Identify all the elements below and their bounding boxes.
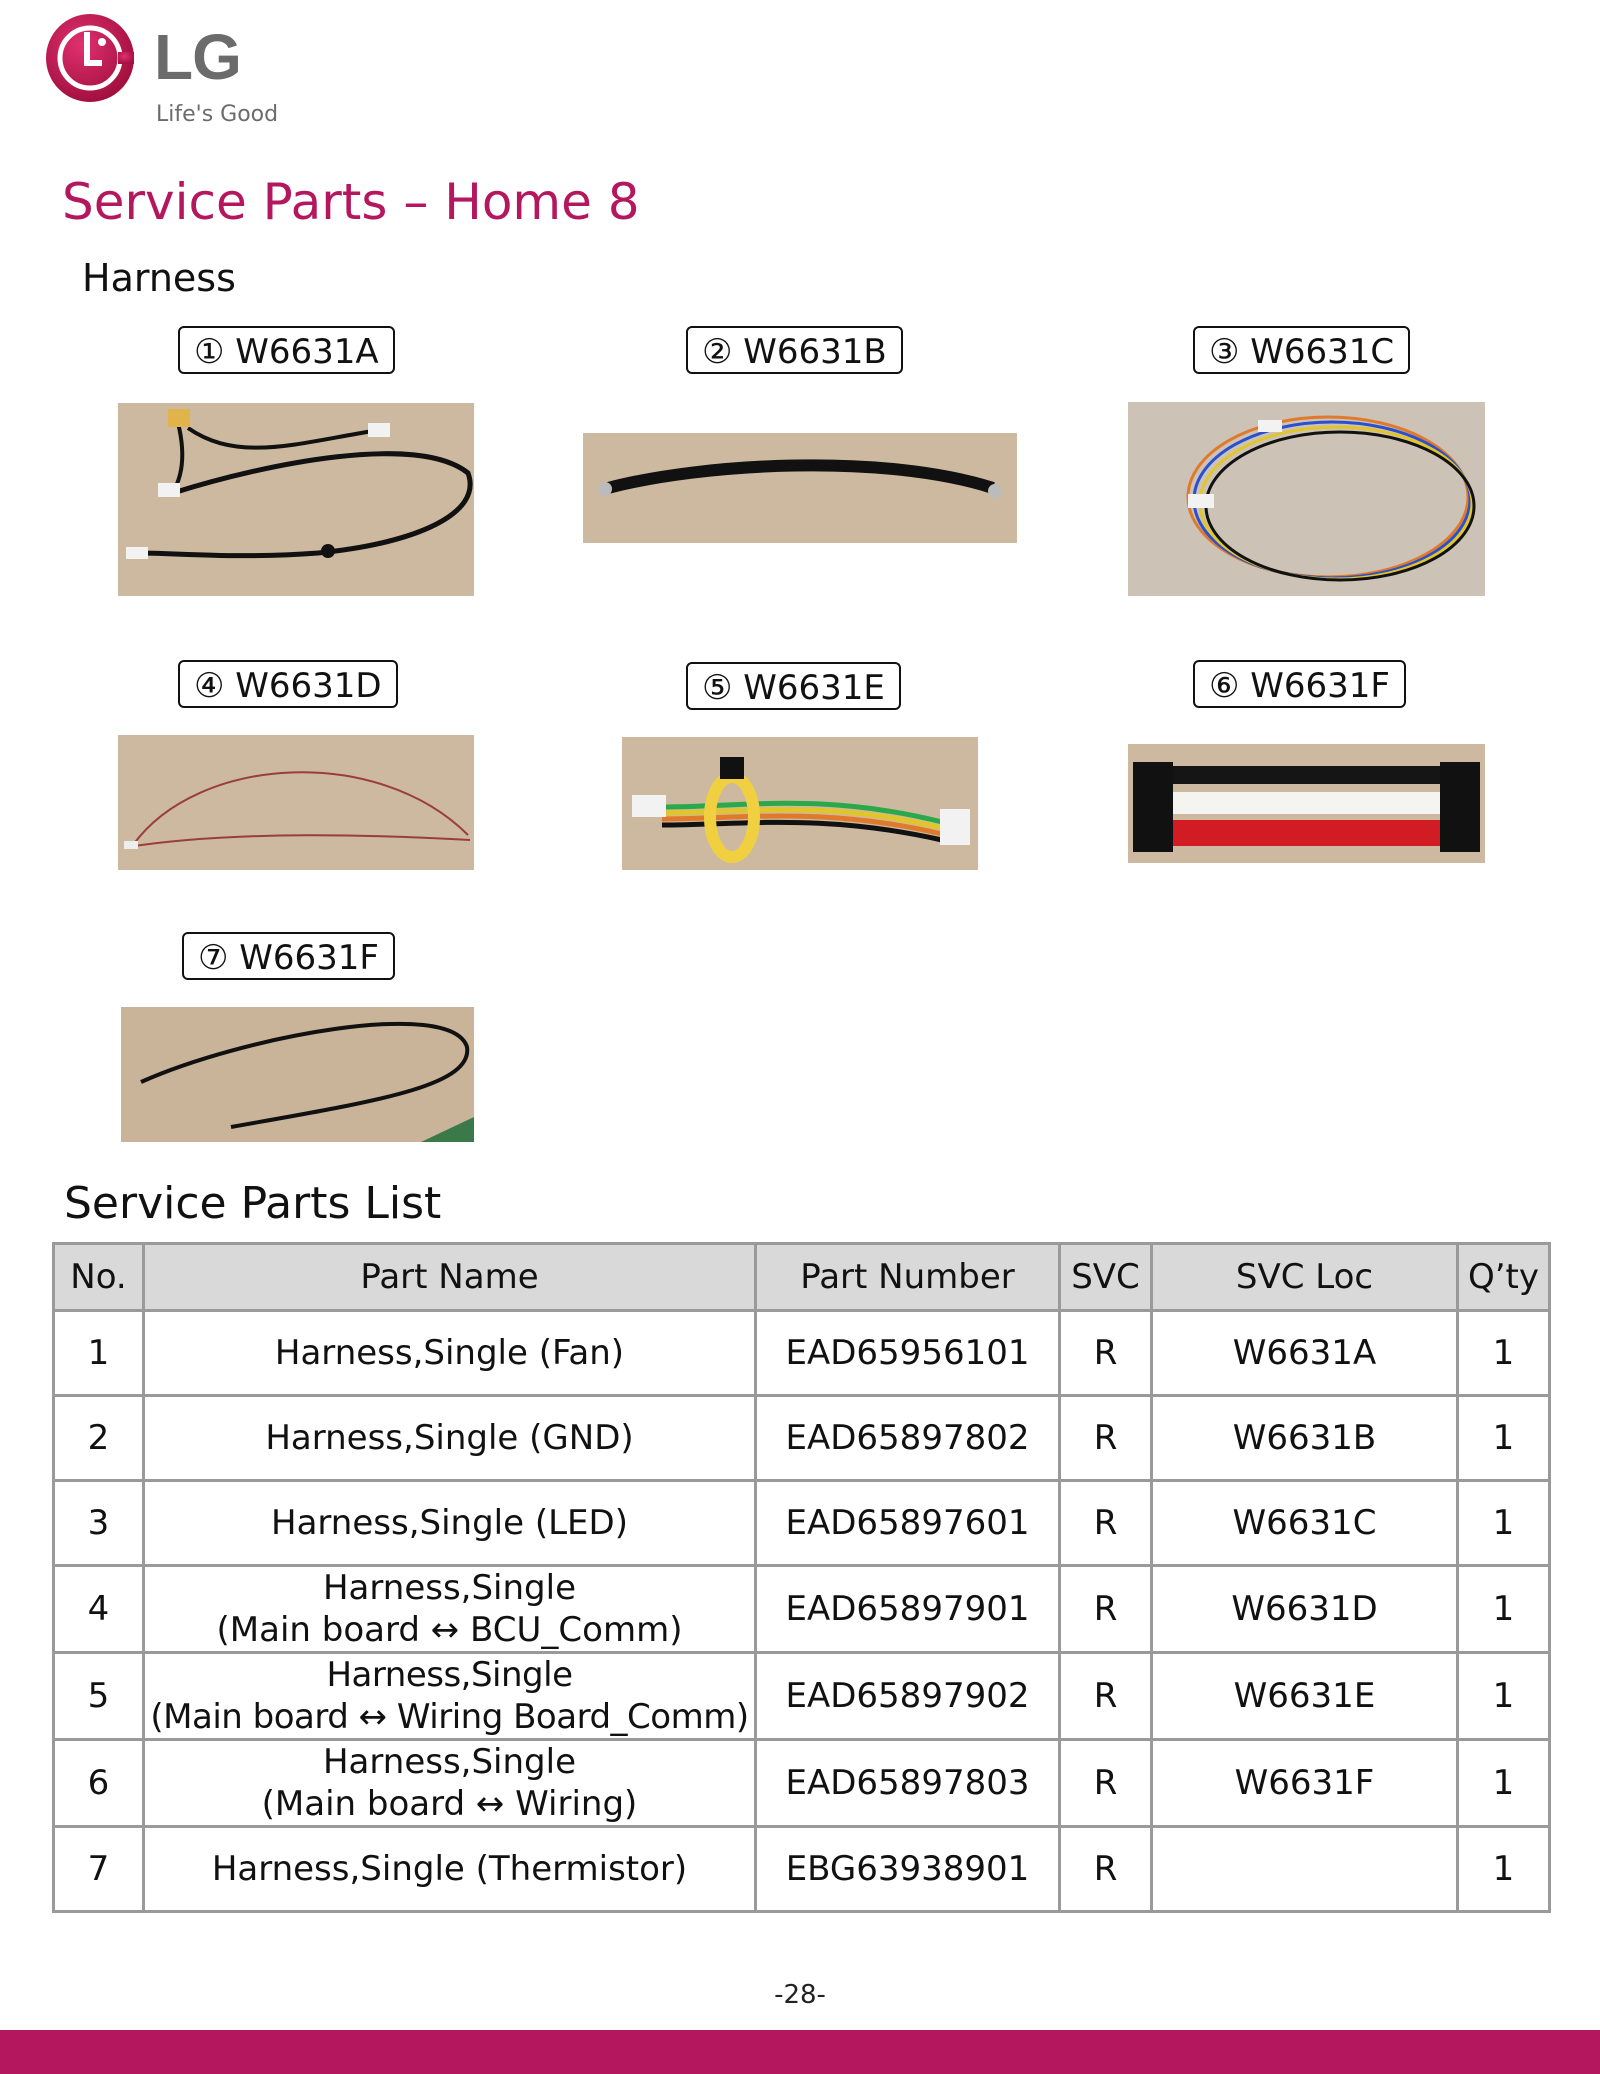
header-qty: Q’ty: [1458, 1244, 1550, 1311]
part-photo-4: [118, 735, 474, 870]
table-header-row: [54, 1244, 1550, 1311]
part-name-line2: (Main board ↔ BCU_Comm): [216, 1610, 683, 1650]
header-no: No.: [54, 1244, 144, 1311]
table-row: [54, 1481, 1550, 1566]
cell-qty: 1: [1458, 1396, 1550, 1481]
cell-part-name: [144, 1827, 756, 1912]
part-label-1: ① W6631A: [178, 326, 395, 374]
cell-part-name: [144, 1566, 756, 1653]
cell-qty: 1: [1458, 1481, 1550, 1566]
cell-qty: 1: [1458, 1311, 1550, 1396]
footer-bar: [0, 2030, 1600, 2074]
part-label-7: ⑦ W6631F: [182, 932, 395, 980]
cell-svc-loc: W6631F: [1152, 1740, 1458, 1827]
cell-part-number: EAD65897902: [756, 1653, 1060, 1740]
cell-no: 4: [54, 1566, 144, 1653]
cell-qty: 1: [1458, 1827, 1550, 1912]
cell-svc: R: [1060, 1311, 1152, 1396]
part-name-line1: Harness,Single: [322, 1568, 576, 1608]
part-photo-2: [583, 433, 1017, 543]
part-name-line1: Harness,Single (LED): [271, 1503, 628, 1543]
part-name-line1: Harness,Single: [322, 1742, 576, 1782]
cell-part-name: [144, 1481, 756, 1566]
lg-face-icon: [44, 12, 136, 104]
cell-qty: 1: [1458, 1740, 1550, 1827]
part-photo-5: [622, 737, 978, 870]
part-label-4: ④ W6631D: [178, 660, 398, 708]
cell-svc: R: [1060, 1740, 1152, 1827]
table-row: [54, 1566, 1550, 1653]
cell-svc-loc: W6631C: [1152, 1481, 1458, 1566]
cell-part-number: EAD65897901: [756, 1566, 1060, 1653]
part-photo-3: [1128, 402, 1485, 596]
part-name-line1: Harness,Single (Fan): [274, 1333, 625, 1373]
cell-part-number: EAD65897803: [756, 1740, 1060, 1827]
cell-part-number: EAD65897802: [756, 1396, 1060, 1481]
part-photo-6: [1128, 744, 1485, 863]
cell-svc: R: [1060, 1653, 1152, 1740]
part-name-line1: Harness,Single (GND): [265, 1418, 634, 1458]
cell-part-name: [144, 1740, 756, 1827]
part-name-line2: (Main board ↔ Wiring): [261, 1784, 638, 1824]
table-row: [54, 1311, 1550, 1396]
cell-svc-loc: W6631B: [1152, 1396, 1458, 1481]
cell-part-name: [144, 1653, 756, 1740]
cell-svc: R: [1060, 1481, 1152, 1566]
part-label-3: ③ W6631C: [1193, 326, 1410, 374]
part-photo-1: [118, 403, 474, 596]
cell-part-number: EAD65956101: [756, 1311, 1060, 1396]
cell-qty: 1: [1458, 1653, 1550, 1740]
section-subtitle: Harness: [82, 256, 236, 300]
cell-svc-loc: [1152, 1827, 1458, 1912]
cell-part-number: EBG63938901: [756, 1827, 1060, 1912]
part-label-6: ⑥ W6631F: [1193, 660, 1406, 708]
service-parts-table: [52, 1242, 1551, 1913]
cell-svc-loc: W6631D: [1152, 1566, 1458, 1653]
table-row: [54, 1396, 1550, 1481]
cell-part-number: EAD65897601: [756, 1481, 1060, 1566]
table-row: [54, 1653, 1550, 1740]
cell-no: 5: [54, 1653, 144, 1740]
logo-wordmark: LG: [154, 21, 241, 93]
cell-part-name: [144, 1311, 756, 1396]
cell-no: 2: [54, 1396, 144, 1481]
part-photo-7: [121, 1007, 474, 1142]
cell-qty: 1: [1458, 1566, 1550, 1653]
cell-no: 1: [54, 1311, 144, 1396]
header-part-name: Part Name: [144, 1244, 756, 1311]
header-svc: SVC: [1060, 1244, 1152, 1311]
table-row: [54, 1827, 1550, 1912]
cell-svc: R: [1060, 1827, 1152, 1912]
table-row: [54, 1740, 1550, 1827]
part-name-line1: Harness,Single (Thermistor): [211, 1849, 688, 1889]
part-label-5: ⑤ W6631E: [686, 662, 901, 710]
page-number: -28-: [774, 1980, 826, 2010]
cell-svc: R: [1060, 1566, 1152, 1653]
part-name-line1: Harness,Single: [326, 1655, 573, 1695]
cell-part-name: [144, 1396, 756, 1481]
part-name-line2: (Main board ↔ Wiring Board_Comm): [150, 1697, 749, 1737]
page-title: Service Parts – Home 8: [62, 173, 640, 231]
header-svc-loc: SVC Loc: [1152, 1244, 1458, 1311]
parts-list-title: Service Parts List: [64, 1178, 442, 1229]
cell-no: 6: [54, 1740, 144, 1827]
lg-logo: [44, 12, 284, 132]
cell-no: 3: [54, 1481, 144, 1566]
part-label-2: ② W6631B: [686, 326, 903, 374]
header-part-number: Part Number: [756, 1244, 1060, 1311]
cell-svc-loc: W6631A: [1152, 1311, 1458, 1396]
cell-svc: R: [1060, 1396, 1152, 1481]
logo-tagline: Life's Good: [156, 102, 279, 127]
cell-svc-loc: W6631E: [1152, 1653, 1458, 1740]
cell-no: 7: [54, 1827, 144, 1912]
